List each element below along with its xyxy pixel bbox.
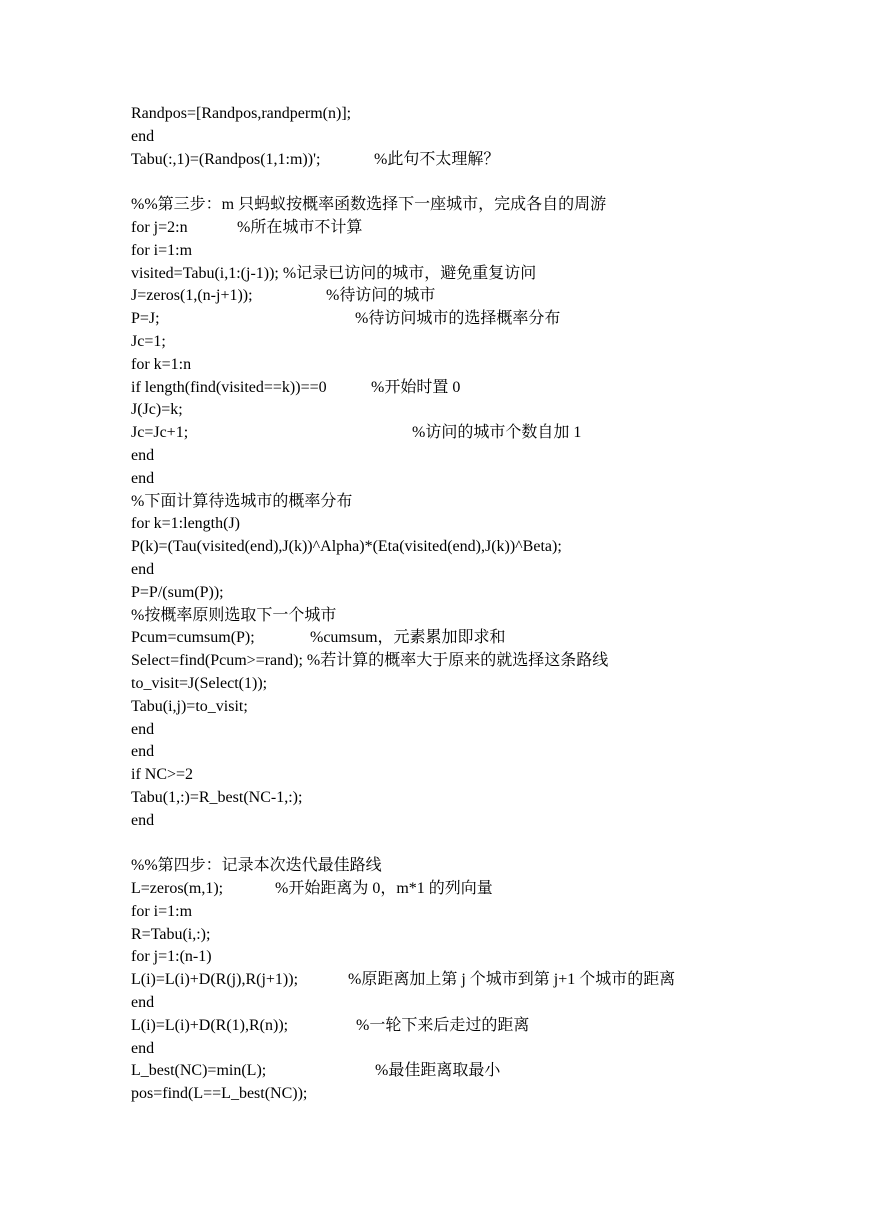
code-line xyxy=(131,992,831,1015)
code-line xyxy=(131,240,831,263)
code-text: end xyxy=(131,446,155,464)
code-comment: %开始时置 0 xyxy=(371,378,461,396)
code-comment: %原距离加上第 j 个城市到第 j+1 个城市的距离 xyxy=(348,971,676,989)
code-text: for j=1:(n-1) xyxy=(131,948,212,966)
code-line xyxy=(131,468,831,491)
code-line xyxy=(131,285,831,308)
code-text: end xyxy=(131,994,155,1012)
code-line xyxy=(131,445,831,468)
code-line xyxy=(131,149,831,172)
code-line xyxy=(131,491,831,514)
code-comment: %此句不太理解？ xyxy=(374,150,500,168)
code-line xyxy=(131,126,831,149)
code-line xyxy=(131,650,831,673)
code-line xyxy=(131,263,831,286)
code-text: L=zeros(m,1); xyxy=(131,880,224,898)
code-text: for k=1:n xyxy=(131,355,192,373)
code-line xyxy=(131,719,831,742)
code-line xyxy=(131,673,831,696)
code-line xyxy=(131,1060,831,1083)
code-text: visited=Tabu(i,1:(j-1)); %记录已访问的城市，避免重复访问 xyxy=(131,264,537,282)
code-text: %按概率原则选取下一个城市 xyxy=(131,606,337,624)
code-text: Randpos=[Randpos,randperm(n)]; xyxy=(131,105,352,122)
code-text: Pcum=cumsum(P); xyxy=(131,629,255,647)
code-line xyxy=(131,103,831,126)
code-text: %下面计算待选城市的概率分布 xyxy=(131,492,353,510)
code-line xyxy=(131,513,831,536)
code-line xyxy=(131,422,831,445)
code-line xyxy=(131,764,831,787)
code-text: P=P/(sum(P)); xyxy=(131,583,224,601)
code-line xyxy=(131,559,831,582)
blank-line xyxy=(131,171,831,194)
code-text: L_best(NC)=min(L); xyxy=(131,1062,267,1080)
code-text: Tabu(i,j)=to_visit; xyxy=(131,697,248,715)
code-text: J(Jc)=k; xyxy=(131,401,183,419)
code-text: Jc=Jc+1; xyxy=(131,424,189,442)
code-text: R=Tabu(i,:); xyxy=(131,925,211,943)
code-text: Select=find(Pcum>=rand); %若计算的概率大于原来的就选择这条路线 xyxy=(131,652,609,670)
code-text: end xyxy=(131,720,155,738)
code-comment: %最佳距离取最小 xyxy=(375,1062,501,1080)
code-line xyxy=(131,1015,831,1038)
code-line xyxy=(131,969,831,992)
code-line xyxy=(131,878,831,901)
code-text: Tabu(:,1)=(Randpos(1,1:m))'; xyxy=(131,150,321,168)
code-line xyxy=(131,354,831,377)
code-comment: %cumsum，元素累加即求和 xyxy=(310,629,506,647)
blank-line xyxy=(131,833,831,856)
code-text: for i=1:m xyxy=(131,241,193,259)
code-text: if NC>=2 xyxy=(131,766,194,784)
code-text: P(k)=(Tau(visited(end),J(k))^Alpha)*(Eta(visited(end),J(k))^Beta); xyxy=(131,538,562,556)
code-line xyxy=(131,810,831,833)
code-line xyxy=(131,741,831,764)
code-line xyxy=(131,399,831,422)
code-text: J=zeros(1,(n-j+1)); xyxy=(131,287,253,305)
code-line xyxy=(131,377,831,400)
code-listing xyxy=(131,103,831,1106)
code-text: %%第三步：m 只蚂蚁按概率函数选择下一座城市，完成各自的周游 xyxy=(131,196,607,214)
code-text: end xyxy=(131,1039,155,1057)
code-text: if length(find(visited==k))==0 xyxy=(131,378,327,396)
code-text: for k=1:length(J) xyxy=(131,515,240,533)
code-line xyxy=(131,582,831,605)
code-line xyxy=(131,1038,831,1061)
code-text: to_visit=J(Select(1)); xyxy=(131,674,268,692)
code-line xyxy=(131,901,831,924)
code-comment: %一轮下来后走过的距离 xyxy=(356,1016,530,1034)
code-comment: %待访问城市的选择概率分布 xyxy=(355,310,561,328)
section-heading xyxy=(131,855,831,878)
code-text: P=J; xyxy=(131,310,160,328)
code-line xyxy=(131,627,831,650)
code-text: Jc=1; xyxy=(131,332,166,350)
section-heading xyxy=(131,194,831,217)
code-text: Tabu(1,:)=R_best(NC-1,:); xyxy=(131,788,303,806)
code-line xyxy=(131,217,831,240)
code-line xyxy=(131,787,831,810)
code-comment: %访问的城市个数自加 1 xyxy=(412,424,582,442)
code-line xyxy=(131,331,831,354)
code-line xyxy=(131,605,831,628)
code-text: end xyxy=(131,811,155,829)
code-line xyxy=(131,308,831,331)
code-text: end xyxy=(131,469,155,487)
code-text: for i=1:m xyxy=(131,902,193,920)
code-line xyxy=(131,536,831,559)
code-text: end xyxy=(131,743,155,761)
code-text: end xyxy=(131,560,155,578)
code-line xyxy=(131,1083,831,1106)
code-text: pos=find(L==L_best(NC)); xyxy=(131,1085,308,1103)
code-comment: %待访问的城市 xyxy=(326,287,436,305)
code-text: L(i)=L(i)+D(R(j),R(j+1)); xyxy=(131,971,299,989)
code-text: L(i)=L(i)+D(R(1),R(n)); xyxy=(131,1016,289,1034)
code-comment: %所在城市不计算 xyxy=(237,218,363,236)
code-line xyxy=(131,696,831,719)
code-text: end xyxy=(131,127,155,145)
code-line xyxy=(131,924,831,947)
code-comment: %开始距离为 0，m*1 的列向量 xyxy=(275,880,493,898)
code-line xyxy=(131,946,831,969)
code-text: %%第四步：记录本次迭代最佳路线 xyxy=(131,857,382,875)
code-text: for j=2:n xyxy=(131,218,188,236)
